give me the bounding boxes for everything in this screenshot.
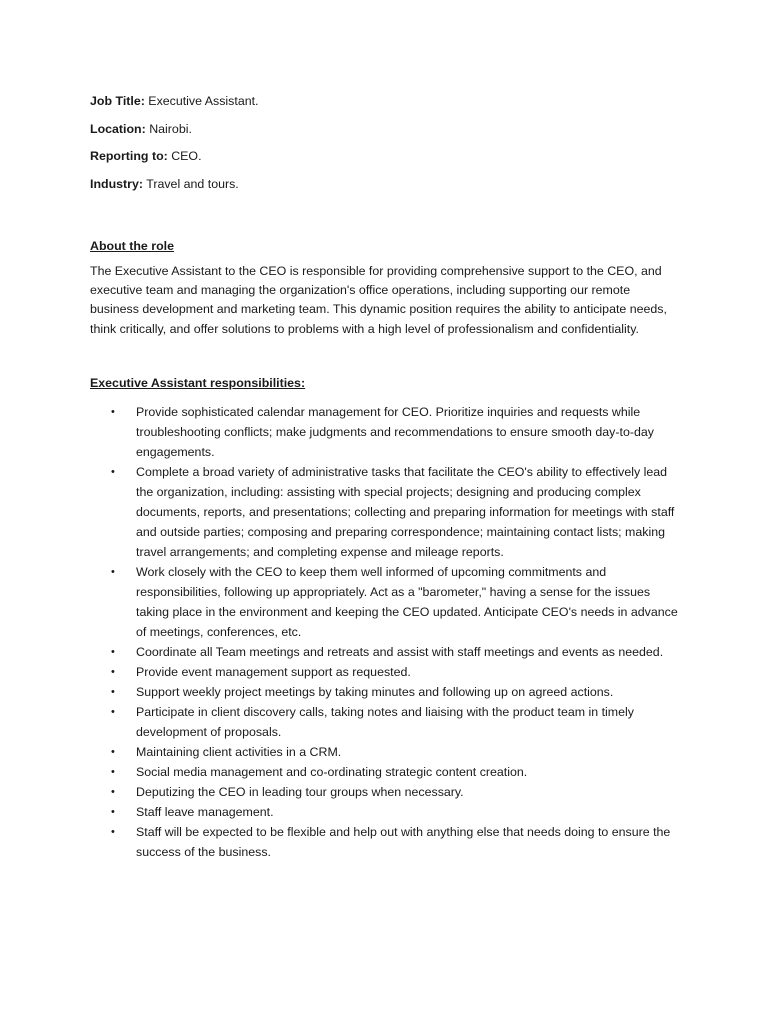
bullet-icon: •	[111, 745, 115, 758]
bullet-icon: •	[111, 765, 115, 778]
list-item-text: Staff will be expected to be flexible and help out with anything else that needs doing to ensure the success of the business.	[136, 824, 671, 859]
list-item-text: Coordinate all Team meetings and retreats and assist with staff meetings and events as needed.	[136, 644, 664, 659]
job-title-value: Executive Assistant.	[144, 94, 259, 108]
list-item-text: Social media management and co-ordinating strategic content creation.	[136, 764, 528, 779]
industry-label: Industry:	[90, 176, 144, 191]
list-item-text: Complete a broad variety of administrative tasks that facilitate the CEO's ability to effectively lead the organization, including: assisting with special projects; designing and producing complex documents, reports, and presentations; collecting and preparing information for meetings with staff and outside parties; composing and preparing correspondence; maintaining contact lists; making travel arrangements; and completing expense and mileage reports.	[136, 464, 675, 559]
list-item	[90, 682, 686, 702]
list-item	[90, 742, 686, 762]
industry-line	[90, 176, 688, 204]
job-title-line	[90, 93, 688, 121]
bullet-icon: •	[111, 805, 115, 818]
list-item	[90, 822, 686, 862]
bullet-icon: •	[111, 465, 115, 478]
bullet-icon: •	[111, 665, 115, 678]
list-item-text: Provide event management support as requested.	[136, 664, 411, 679]
bullet-icon: •	[111, 645, 115, 658]
list-item	[90, 662, 686, 682]
list-item-text: Work closely with the CEO to keep them well informed of upcoming commitments and responsibilities, following up appropriately. Act as a "barometer," having a sense for the issues taking place in the environment and keeping the CEO updated. Anticipate CEO's needs in advance of meetings, conferences, etc.	[136, 564, 678, 639]
location-value: Nairobi.	[145, 121, 192, 136]
job-title-label: Job Title:	[90, 94, 145, 108]
list-item-text: Support weekly project meetings by taking minutes and following up on agreed actions.	[136, 684, 614, 699]
reporting-label: Reporting to:	[90, 149, 168, 163]
reporting-line	[90, 148, 688, 176]
list-item	[90, 762, 686, 782]
location-line	[90, 121, 688, 149]
list-item-text: Staff leave management.	[136, 804, 274, 819]
bullet-icon: •	[111, 565, 115, 578]
bullet-icon: •	[111, 685, 115, 698]
list-item-text: Provide sophisticated calendar management for CEO. Prioritize inquiries and requests while troubleshooting conflicts; make judgments and recommendations to ensure smooth day-to-day engagements.	[136, 404, 654, 459]
bullet-icon: •	[111, 405, 115, 418]
location-label: Location:	[90, 121, 146, 136]
bullet-icon: •	[111, 785, 115, 798]
industry-value: Travel and tours.	[143, 176, 239, 191]
responsibilities-list	[90, 402, 688, 862]
bullet-icon: •	[111, 705, 115, 718]
list-item	[90, 782, 686, 802]
list-item-text: Deputizing the CEO in leading tour groups when necessary.	[136, 784, 464, 799]
responsibilities-heading: Executive Assistant responsibilities:	[90, 375, 306, 390]
list-item	[90, 462, 686, 562]
list-item	[90, 702, 686, 742]
list-item	[90, 562, 686, 642]
list-item	[90, 802, 686, 822]
list-item	[90, 402, 686, 462]
bullet-icon: •	[111, 825, 115, 838]
list-item	[90, 642, 686, 662]
list-item-text: Maintaining client activities in a CRM.	[136, 744, 342, 759]
about-heading: About the role	[90, 239, 174, 253]
job-meta	[90, 93, 688, 203]
list-item-text: Participate in client discovery calls, taking notes and liaising with the product team in timely development of proposals.	[136, 704, 634, 739]
about-body: The Executive Assistant to the CEO is responsible for providing comprehensive support to the CEO, and executive team and managing the organization's office operations, including supporting our remote business development and marketing team. This dynamic position requires the ability to anticipate needs, think critically, and offer solutions to problems with a high level of professionalism and confidentiality.	[90, 264, 667, 336]
reporting-value: CEO.	[167, 149, 202, 163]
